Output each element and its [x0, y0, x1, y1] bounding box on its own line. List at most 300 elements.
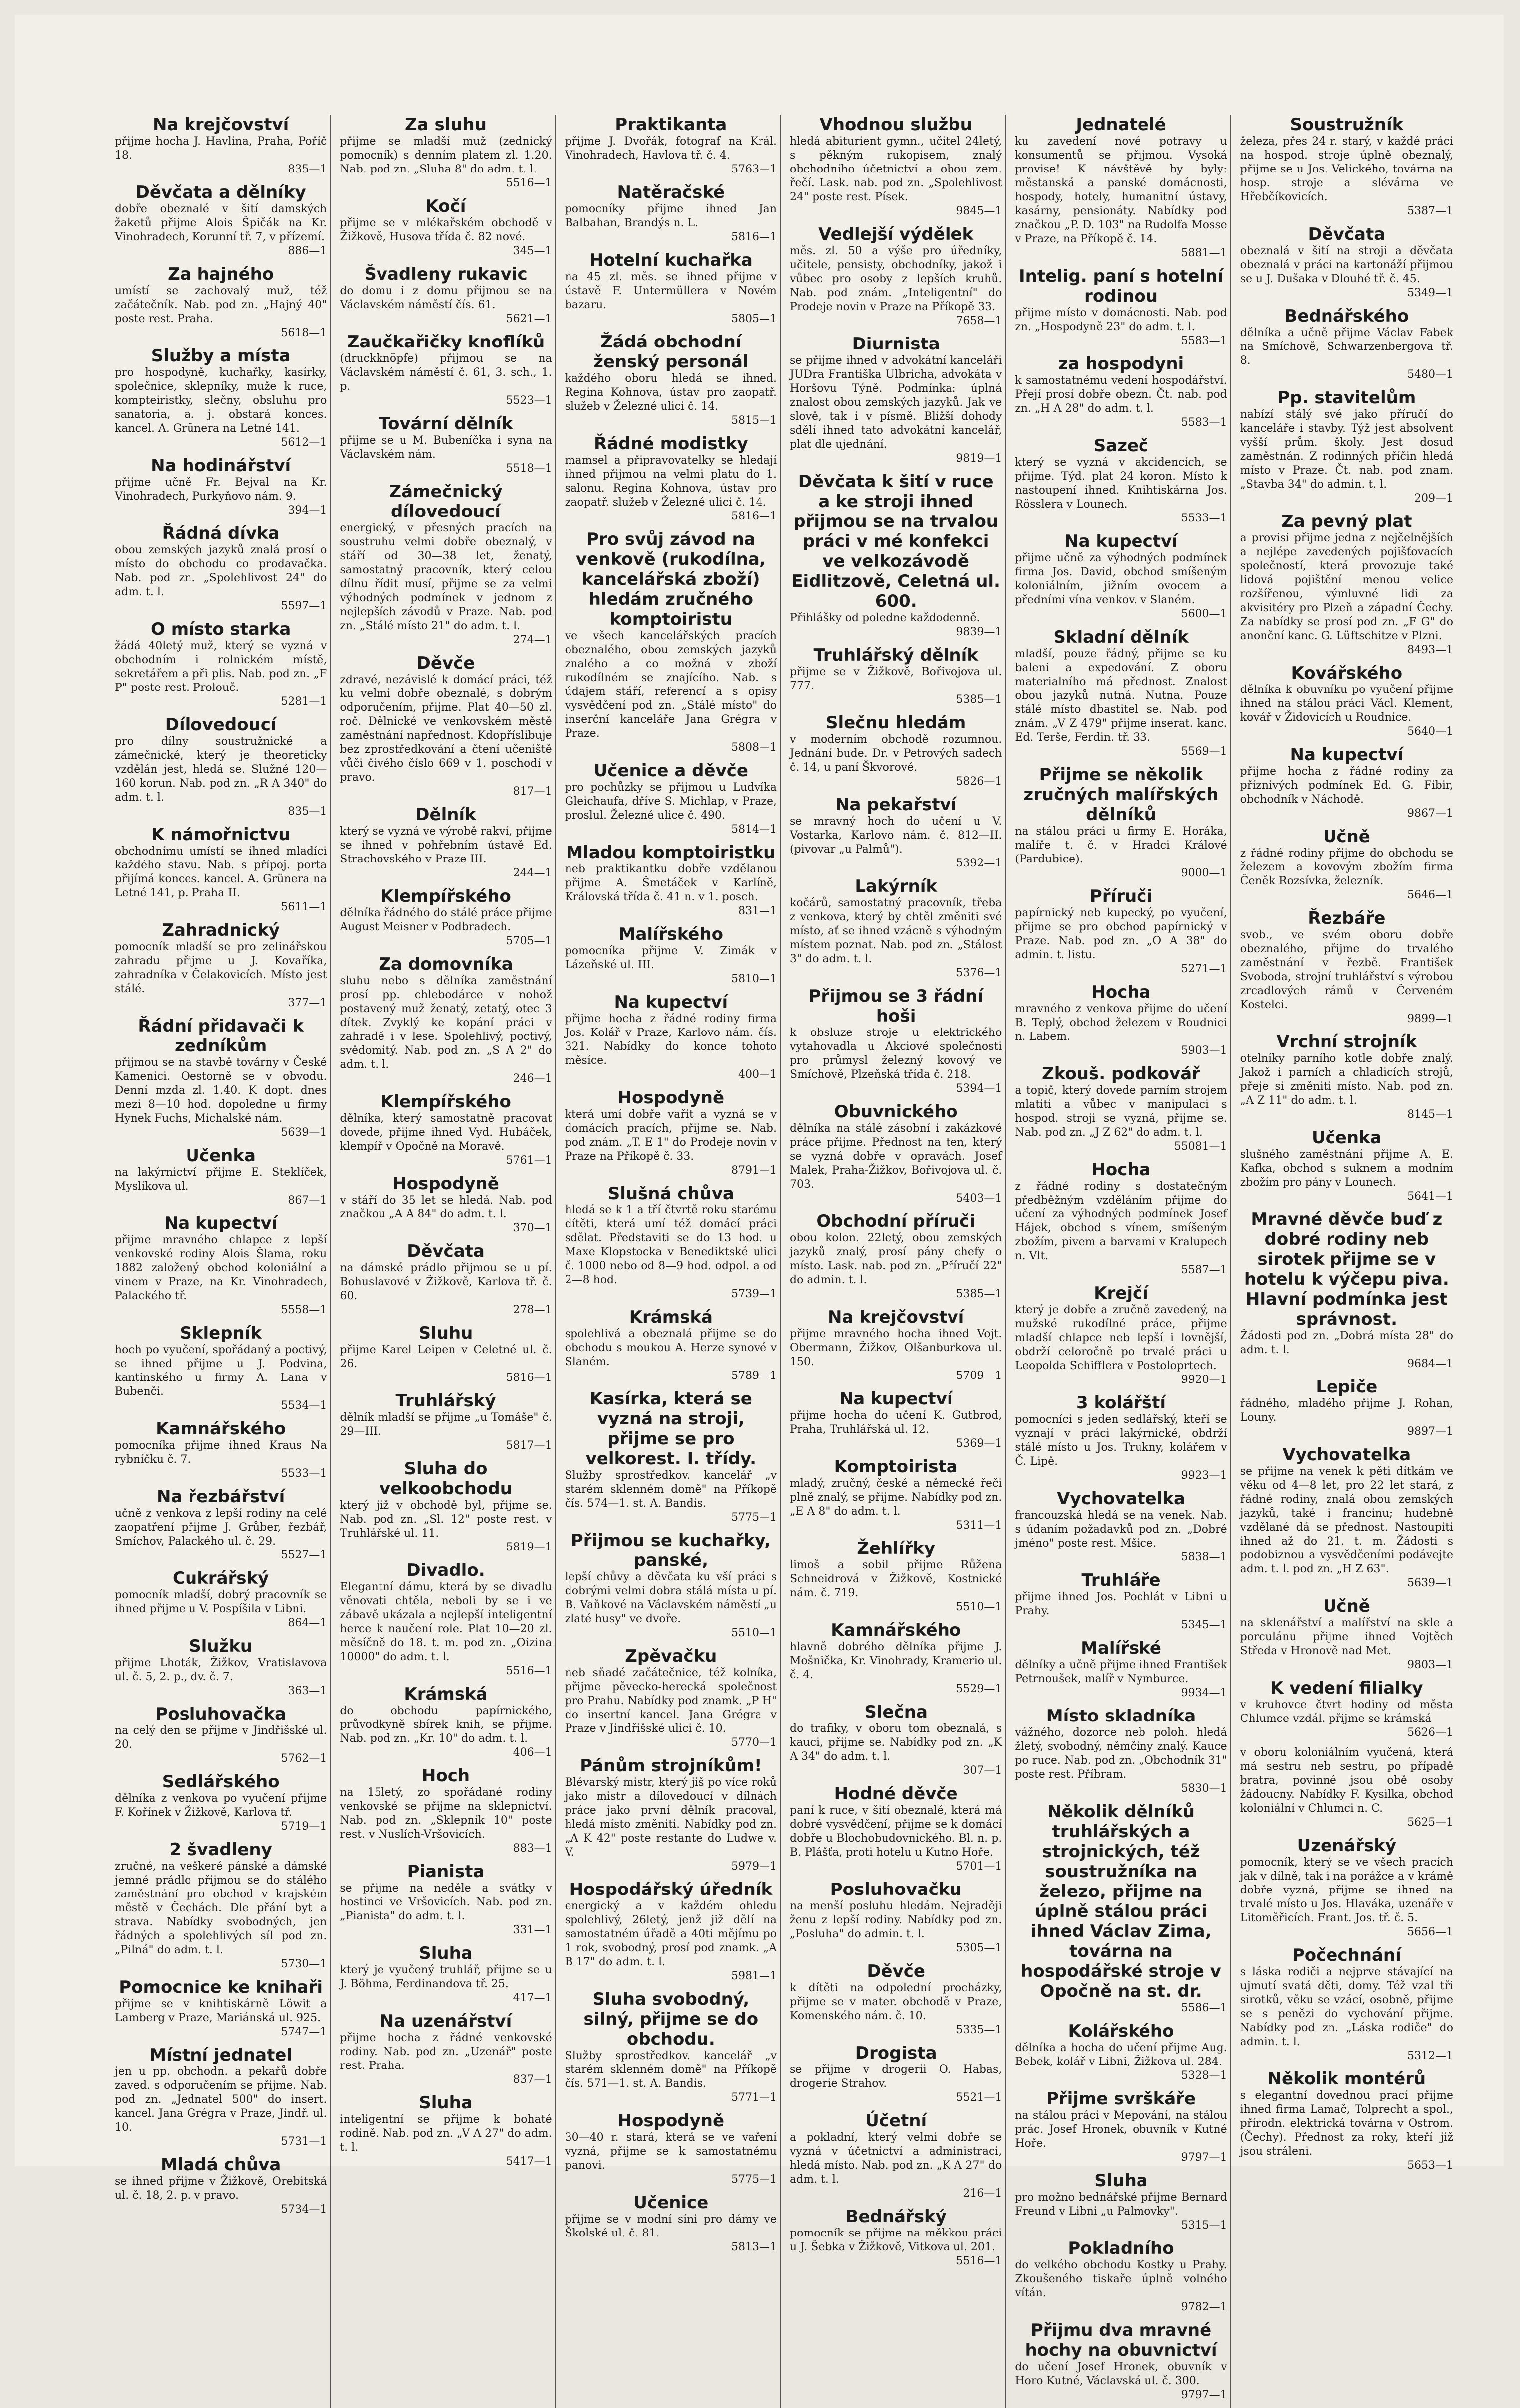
ad-text: který již v obchodě byl, přijme se. Nab. pod zn. „Sl. 12" poste rest. v Truhlářské ul. 11.	[340, 1499, 552, 1540]
ad-heading: Intelig. paní s hotelní rodinou	[1018, 266, 1223, 306]
ad-number: 5328—1	[1181, 2069, 1227, 2082]
classified-ad	[115, 1016, 327, 1140]
classified-ad	[1015, 627, 1227, 759]
ad-text: do domu i z domu přijmou se na Václavském náměstí čís. 61.	[340, 285, 552, 311]
ad-number: 5641—1	[1407, 1190, 1453, 1203]
ad-heading: Kolářského	[1068, 2021, 1174, 2041]
ad-heading: Drogista	[855, 2043, 937, 2063]
ad-heading: Skladní dělník	[1053, 627, 1189, 647]
ad-body	[790, 733, 1002, 789]
ad-body	[790, 1231, 1002, 1301]
ad-number: 370—1	[513, 1222, 552, 1234]
classified-ad	[565, 1184, 777, 1301]
ad-number: 5403—1	[956, 1192, 1002, 1204]
ad-text: spolehlivá a obeznalá přijme se do obchodu s moukou A. Herze synové v Slaném.	[565, 1328, 777, 1368]
ad-text: který se vyzná v akcidencích, se přijme. Týd. plat 24 koron. Místo k nastoupení ihned. Knihtiskárna Jos. Rösslera v Lounech.	[1015, 456, 1227, 511]
ad-heading: Klempířského	[380, 1092, 511, 1112]
ad-number: 5775—1	[731, 2173, 777, 2186]
ad-number: 883—1	[513, 1842, 552, 1855]
ad-heading: Slušná chůva	[607, 1184, 734, 1204]
classified-ad	[1240, 745, 1453, 821]
ad-heading: Obuvnického	[834, 1102, 958, 1122]
ad-text: přijme hocha z řádné rodiny firma Jos. Kolář v Praze, Karlovo nám. čís. 321. Nabídky do konce tohoto měsíce.	[565, 1013, 777, 1067]
ad-body	[340, 1704, 552, 1760]
ad-text: který je dobře a zručně zavedený, na mužské rukodílné práce, přijme mladší chlapce neb lepší i lovnější, obdrží celoročně po trvalé práci u Leopolda Schifflera v Postoloprtech.	[1015, 1304, 1227, 1372]
ad-heading: Vychovatelka	[1282, 1445, 1411, 1465]
classified-ad	[115, 1772, 327, 1834]
classifieds-columns	[115, 115, 1456, 2401]
classified-ad	[790, 2207, 1002, 2268]
ad-text: papírnický neb kupecký, po vyučení, přijme se pro obchod papírnický v Praze. Nab. pod zn. „O A 38" do admin. t. listu.	[1015, 907, 1227, 961]
classified-ad	[790, 1961, 1002, 2037]
classified-ad	[1015, 266, 1227, 348]
ad-body	[115, 543, 327, 613]
classified-ad	[565, 1989, 777, 2105]
classified-ad	[565, 115, 777, 176]
ad-text: v oboru koloniálním vyučená, která má sestru neb sestru, po případě bratra, povinné jsou obě osoby žádoucny. Nabídky F. Kysilka, obchod koloniální v Chlumci n. C.	[1240, 1746, 1453, 1815]
classified-ad	[565, 182, 777, 244]
ad-number: 5369—1	[956, 1437, 1002, 1450]
ad-number: 216—1	[963, 2187, 1002, 2200]
ad-number: 5731—1	[281, 2135, 327, 2148]
ad-text: zručné, na veškeré pánské a dámské jemné prádlo přijmou se do stálého zaměstnání pro obchod v krajském městě v Čechách. Dle přání byt a strava. Nabídky svobodných, jen řádných a spolehlivých síl pod zn. „Pilná" do adm. t. l.	[115, 1860, 327, 1956]
ad-heading: Sluha	[419, 1943, 473, 1963]
classified-ad	[565, 843, 777, 918]
classified-ad	[1240, 1377, 1453, 1439]
ad-body	[115, 202, 327, 258]
ad-body	[790, 1558, 1002, 1614]
classified-ad	[1240, 224, 1453, 300]
ad-body	[340, 1112, 552, 1168]
ad-number: 5281—1	[281, 695, 327, 708]
classified-ad	[1240, 1945, 1453, 2063]
ad-heading: Za hajného	[168, 264, 274, 284]
ad-heading: Místo skladníka	[1046, 1706, 1196, 1726]
ad-heading: Hotelní kuchařka	[589, 250, 753, 270]
ad-body	[790, 611, 1002, 639]
ad-body	[340, 2031, 552, 2087]
ad-heading: Klempířského	[380, 886, 511, 906]
ad-heading: Mravné děvče buď z dobré rodiny neb sirotek přijme se v hotelu k výčepu piva. Hlavní podmínka jest správnost.	[1244, 1209, 1449, 1329]
ad-text: na menší posluhu hledám. Nejraději ženu z lepší rodiny. Nabídky pod zn. „Posluha" do admin. t. l.	[790, 1900, 1002, 1940]
ad-body	[1015, 1180, 1227, 1277]
ad-heading: Řádní přidavači k zedníkům	[138, 1016, 304, 1056]
ad-number: 864—1	[288, 1617, 327, 1629]
classified-ad	[340, 2093, 552, 2169]
ad-body	[790, 135, 1002, 218]
classified-ad	[790, 1620, 1002, 1696]
ad-number: 5625—1	[1407, 1816, 1453, 1829]
ad-text: do trafiky, v oboru tom obeznalá, s kauci, přijme se. Nabídky pod zn. „K A 34" do adm. t. l.	[790, 1722, 1002, 1763]
ad-text: paní k ruce, v šití obeznalé, která má dobré vysvědčení, přijme se k domácí dobře u Blochobudovnického. Bl. n. p. B. Plášťa, proti hotelu u Kutno Hoře.	[790, 1804, 1002, 1859]
classified-ad	[565, 1088, 777, 1178]
ad-text: 30—40 r. stará, která se ve vaření vyzná, přijme se k samostatnému panovi.	[565, 2131, 777, 2172]
ad-body	[115, 2175, 327, 2217]
ad-text: mamsel a připravovatelky se hledají ihned přijmou na velmi platu do 1. salonu. Regina Kohnova, ústav pro zaopatř. služeb v Železné ulici č. 14.	[565, 454, 777, 509]
classified-ad	[340, 1092, 552, 1168]
ad-heading: 2 švadleny	[169, 1840, 272, 1860]
ad-heading: Několik dělníků truhlářských a strojnických, též soustružníka na železo, přijme na úplně stálou práci ihned Václav Zima, továrna na hospodářské stroje v Opočně na st. dr.	[1021, 1802, 1221, 2001]
ad-text: se přijme ihned v advokátní kanceláři JUDra Františka Ulbricha, advokáta v Horšovu Týně. Podmínka: úplná znalost obou zemských jazyků. Jak ve slově, tak i v písmě. Bližší dohody sdělí ihned tato advokátní kancelář, plat dle ujednání.	[790, 354, 1002, 451]
classified-ad	[1015, 2171, 1227, 2233]
ad-heading: Hospodářský úředník	[569, 1880, 773, 1899]
ad-text: do učení Josef Hronek, obuvník v Horo Kutné, Václavská ul. č. 300.	[1015, 2361, 1227, 2387]
ad-body	[115, 1343, 327, 1413]
ad-body	[1015, 1658, 1227, 1700]
ad-body	[790, 815, 1002, 870]
ad-number: 5312—1	[1407, 2050, 1453, 2062]
ad-body	[790, 1327, 1002, 1383]
ad-body	[790, 1981, 1002, 2037]
ad-number: 5533—1	[1181, 512, 1227, 524]
ad-number: 5770—1	[731, 1736, 777, 1749]
ad-text: do obchodu papírnického, průvodkyně sbírek knih, se přijme. Nab. pod zn. „Kr. 10" do adm. t. l.	[340, 1705, 552, 1745]
classified-ad	[790, 472, 1002, 639]
ad-heading: Sluha	[1094, 2171, 1148, 2191]
classified-ad	[790, 1211, 1002, 1301]
ad-heading: K námořnictvu	[151, 825, 291, 845]
ad-number: 278—1	[513, 1304, 552, 1316]
ad-number: 377—1	[288, 997, 327, 1009]
ad-number: 5830—1	[1181, 1782, 1227, 1795]
classified-ad	[1015, 1802, 1227, 2015]
ad-body	[340, 906, 552, 948]
ad-heading: Přijmou se kuchařky, panské,	[570, 1531, 771, 1570]
ad-text: limoš a sobil přijme Růžena Schneidrová v Žižkově, Kostnické nám. č. 719.	[790, 1559, 1002, 1599]
ad-heading: Tovární dělník	[379, 414, 513, 434]
classified-ad	[790, 115, 1002, 218]
ad-number: 5529—1	[956, 1683, 1002, 1695]
classified-ad	[565, 2111, 777, 2187]
ad-text: mravného z venkova přijme do učení B. Teplý, obchod železem v Roudnici n. Labem.	[1015, 1003, 1227, 1043]
column-6	[1240, 115, 1456, 2408]
ad-number: 5271—1	[1181, 963, 1227, 975]
ad-number: 835—1	[288, 163, 327, 175]
ad-text: se přijme na neděle a svátky v hostinci ve Vršovicích. Nab. pod zn. „Pianista" do adm. t. l.	[340, 1882, 552, 1922]
ad-heading: Učenka	[186, 1146, 256, 1166]
classified-ad	[115, 1213, 327, 1317]
classified-ad	[340, 482, 552, 647]
ad-text: (druckknöpfe) přijmou se na Václavském náměstí č. 61, 3. sch., 1. p.	[340, 352, 552, 393]
ad-number: 5701—1	[956, 1860, 1002, 1873]
classified-ad	[340, 1862, 552, 1937]
classified-ad	[565, 1880, 777, 1983]
classified-ad	[1015, 1570, 1227, 1632]
ad-body	[115, 476, 327, 517]
classified-ad	[1240, 2069, 1453, 2173]
classified-ad	[340, 264, 552, 326]
ad-text: dělníka a hocha do učení přijme Aug. Bebek, kolář v Libni, Žižkova ul. 284.	[1015, 2042, 1227, 2068]
ad-number: 5903—1	[1181, 1044, 1227, 1057]
ad-body	[790, 1722, 1002, 1778]
classified-ad	[790, 986, 1002, 1096]
ad-body	[1240, 1698, 1453, 1740]
classified-ad	[565, 761, 777, 837]
column-5	[1015, 115, 1231, 2408]
ad-body	[1240, 1329, 1453, 1371]
ad-heading: Učenice a děvče	[593, 761, 748, 781]
ad-number: 5762—1	[281, 1752, 327, 1765]
ad-body	[790, 1804, 1002, 1874]
ad-body	[340, 434, 552, 476]
ad-heading: Na kupectví	[164, 1213, 278, 1233]
ad-number: 5600—1	[1181, 608, 1227, 620]
ad-body	[790, 2063, 1002, 2105]
classified-ad	[1240, 306, 1453, 382]
classified-ad	[1015, 531, 1227, 621]
ad-text: k obsluze stroje u elektrického vytahovadla u Akciové společnosti pro průmysl železný kovový ve Smíchově, Plzeňská třída č. 218.	[790, 1027, 1002, 1081]
ad-text: jen u pp. obchodn. a pekařů dobře zaved. s odporučením se přijme. Nab. pod zn. „Jednatel 500" do insert. kancel. Jana Grégra v Praze, Jindř. ul. 10.	[115, 2065, 327, 2134]
ad-body	[1240, 135, 1453, 218]
ad-number: 837—1	[513, 2073, 552, 2086]
ad-body	[1240, 1465, 1453, 1590]
ad-number: 8145—1	[1407, 1108, 1453, 1121]
classified-ad	[1015, 1706, 1227, 1796]
ad-heading: Přijmou se 3 řádní hoši	[808, 986, 983, 1026]
classified-ad	[115, 715, 327, 819]
ad-number: 5516—1	[506, 1665, 552, 1677]
classified-ad	[565, 250, 777, 326]
ad-heading: Kočí	[425, 196, 466, 216]
classified-ad	[340, 414, 552, 476]
ad-number: 5646—1	[1407, 889, 1453, 901]
column-4	[790, 115, 1006, 2408]
ad-text: slušného zaměstnání přijme A. E. Kafka, obchod s suknem a modním zbožím pro pány v Lounech.	[1240, 1148, 1453, 1189]
ad-text: a topič, který dovede parním strojem mlatiti a vůbec v manipulaci s hospod. stroji se vyzná, přijme se. Nab. pod zn. „J Z 62" do adm. t. l.	[1015, 1084, 1227, 1139]
ad-body	[1240, 531, 1453, 657]
ad-number: 9839—1	[956, 626, 1002, 638]
classified-ad	[1015, 982, 1227, 1058]
ad-text: dělníka na stálé zásobní i zakázkové práce přijme. Přednost na ten, který se vyzná dobře v opravách. Josef Malek, Praha-Žižkov, Bořivojova ul. č. 703.	[790, 1122, 1002, 1191]
ad-body	[1015, 1002, 1227, 1058]
ad-text: s elegantní dovednou prací přijme ihned firma Lamač, Tolprecht a spol., přírodn. elektrická továrna v Ostrom. (Čechy). Přednost za roky, kteří již jsou stráleni.	[1240, 2089, 1453, 2158]
ad-text: obou zemských jazyků znalá prosí o místo do obchodu co prodavačka. Nab. pod zn. „Spolehlivost 24" do adm. t. l.	[115, 544, 327, 598]
ad-text: se ihned přijme v Žižkově, Orebitská ul. č. 18, 2. p. v pravo.	[115, 2175, 327, 2202]
classified-ad	[340, 805, 552, 880]
ad-number: 9782—1	[1181, 2301, 1227, 2313]
ad-number: 5392—1	[956, 857, 1002, 869]
ad-number: 5826—1	[956, 775, 1002, 788]
ad-text: a pokladní, který velmi dobře se vyzná v účetnictví a administraci, hledá místo. Nab. pod zn. „K A 27" do adm. t. l.	[790, 2131, 1002, 2186]
ad-number: 5587—1	[1181, 1264, 1227, 1276]
ad-heading: Vychovatelka	[1057, 1489, 1185, 1509]
ad-body	[1015, 1590, 1227, 1632]
ad-heading: Kasírka, která se vyzná na stroji, přijme se pro velkorest. I. třídy.	[585, 1389, 757, 1469]
ad-body	[1240, 1397, 1453, 1439]
classified-ad	[340, 1323, 552, 1385]
ad-heading: Slečna	[864, 1702, 928, 1722]
classified-ad	[340, 1684, 552, 1760]
ad-number: 5311—1	[956, 1519, 1002, 1532]
ad-heading: Zkouš. podkovář	[1042, 1064, 1200, 1084]
ad-number: 5586—1	[1181, 2002, 1227, 2014]
ad-text: se mravný hoch do učení u V. Vostarka, Karlovo nám. č. 812—II. (pivovar „u Palmů").	[790, 815, 1002, 856]
classified-ad	[565, 924, 777, 986]
ad-number: 5510—1	[731, 1627, 777, 1639]
ad-text: kočárů, samostatný pracovník, třeba z venkova, který by chtěl změniti své místo, ať se ihned vzácně s výhodným místem poznat. Nab. pod zn. „Stálost 3" do adm. t. l.	[790, 897, 1002, 965]
classified-ad	[1240, 663, 1453, 739]
classified-ad	[115, 1419, 327, 1481]
ad-number: 9934—1	[1181, 1687, 1227, 1699]
ad-text: svob., ve svém oboru dobře obeznalého, přijme do trvalého zaměstnání v řezbě. František Svoboda, strojní truhlářství s výrobou zrcadlových rámů v Červeném Kostelci.	[1240, 929, 1453, 1011]
ad-heading: Řezbáře	[1308, 908, 1386, 928]
ad-body	[1015, 306, 1227, 348]
ad-body	[565, 862, 777, 918]
ad-text: vážného, dozorce neb poloh. hledá žletý, svobodný, němčiny znalý. Kauce po ruce. Nab. pod zn. „Obchodník 31" poste rest. Příbram.	[1015, 1726, 1227, 1781]
ad-heading: Několik montérů	[1267, 2069, 1426, 2089]
ad-body	[115, 284, 327, 340]
ad-number: 5305—1	[956, 1942, 1002, 1954]
ad-heading: Komptoirista	[834, 1457, 958, 1477]
ad-body	[565, 1108, 777, 1178]
ad-heading: Učně	[1323, 1596, 1370, 1616]
ad-number: 8493—1	[1407, 644, 1453, 656]
ad-number: 5775—1	[731, 1511, 777, 1524]
ad-body	[340, 1882, 552, 1937]
ad-number: 9803—1	[1407, 1659, 1453, 1671]
ad-number: 5597—1	[281, 600, 327, 612]
ad-number: 5734—1	[281, 2203, 327, 2216]
ad-body	[790, 896, 1002, 980]
ad-heading: Švadleny rukavic	[364, 264, 528, 284]
ad-text: z řádné rodiny s dostatečným předběžným vzděláním přijme do učení za výhodných podmínek Josef Hájek, obchod s vínem, smíšeným zbožím, pivem a barvami v Kralupech n. Vlt.	[1015, 1180, 1227, 1262]
ad-heading: Na kupectví	[614, 992, 728, 1012]
ad-number: 5747—1	[281, 2026, 327, 2038]
ad-body	[1015, 2258, 1227, 2314]
ad-number: 8791—1	[731, 1164, 777, 1177]
classified-ad	[565, 1646, 777, 1750]
ad-number: 5385—1	[956, 693, 1002, 706]
ad-number: 394—1	[288, 504, 327, 516]
classified-ad	[790, 876, 1002, 980]
ad-text: neb praktikantku dobře vzdělanou přijme A. Šmetáček v Karlíně, Královská třída č. 41 n. v 1. posch.	[565, 863, 777, 903]
ad-number: 9920—1	[1181, 1374, 1227, 1386]
classified-ad	[1240, 115, 1453, 218]
classified-ad	[1015, 354, 1227, 430]
ad-body	[115, 1656, 327, 1698]
ad-heading: Pianista	[407, 1862, 485, 1882]
ad-number: 5761—1	[506, 1154, 552, 1167]
ad-heading: Bednářského	[1284, 306, 1409, 326]
ad-body	[565, 1469, 777, 1525]
classified-ad	[340, 1560, 552, 1678]
ad-text: francouzská hledá se na venek. Nab. s údaním požadavků pod zn. „Dobré jméno" poste rest. Mšice.	[1015, 1509, 1227, 1549]
ad-text: dělníka řádného do stálé práce přijme August Meisner v Podbradech.	[340, 907, 552, 933]
ad-text: hledá abiturient gymn., učitel 24letý, s pěkným rukopisem, znalý obchodního účetnictví a obou zem. řečí. Lask. nab. pod zn. „Spolehlivost 24" poste rest. Písek.	[790, 135, 1002, 203]
ad-number: 5653—1	[1407, 2159, 1453, 2172]
ad-text: na celý den se přijme v Jindřišské ul. 20.	[115, 1724, 327, 1751]
classified-ad	[790, 1539, 1002, 1614]
ad-heading: Natěračské	[617, 182, 725, 202]
ad-heading: Hodné děvče	[834, 1784, 958, 1804]
ad-text: pomocníci s jeden sedlářský, kteří se vyznají v práci lakýrnické, obdrží stálé místo u Jos. Trukny, kolářem v Č. Lipě.	[1015, 1413, 1227, 1468]
ad-text: dělníky a učně přijme ihned František Petrnoušek, malíř v Nymburce.	[1015, 1659, 1227, 1685]
ad-body	[1015, 2041, 1227, 2083]
ad-body	[340, 1194, 552, 1235]
classified-ad	[115, 825, 327, 914]
ad-heading: Sluhu	[418, 1323, 473, 1343]
ad-text: přijme se v mlékařském obchodě v Žižkově, Husova třída č. 82 nové.	[340, 217, 552, 243]
ad-heading: Na kupectví	[1064, 531, 1178, 551]
classified-ad	[1015, 1064, 1227, 1154]
ad-number: 5816—1	[731, 231, 777, 243]
ad-heading: za hospodyni	[1058, 354, 1184, 374]
ad-text: energický a v každém ohledu spolehlivý, 26letý, jenž již dělí na samostatném úřadě a 40ti mějímu po 1 rok, svobodný, prosí pod znamk. „A B 17" do adm. t. l.	[565, 1900, 777, 1968]
classified-ad	[790, 1307, 1002, 1383]
ad-number: 867—1	[288, 1194, 327, 1206]
ad-body	[115, 639, 327, 709]
ad-body	[1015, 374, 1227, 430]
ad-number: 5569—1	[1181, 745, 1227, 758]
ad-number: 5611—1	[281, 901, 327, 913]
classified-ad	[340, 332, 552, 408]
ad-body	[1240, 683, 1453, 739]
ad-heading: Posluhovačku	[830, 1880, 962, 1899]
ad-text: inteligentní se přijme k bohaté rodině. Nab. pod zn. „V A 27" do adm. t. l.	[340, 2113, 552, 2154]
classified-ad	[1015, 2021, 1227, 2083]
ad-heading: Děvčata a dělníky	[135, 182, 306, 202]
ad-text: přijme se v knihtiskárně Löwit a Lamberg v Praze, Mariánská ul. 925.	[115, 1998, 327, 2024]
ad-body	[1240, 1616, 1453, 1672]
ad-text: přijme Karel Leipen v Celetné ul. č. 26.	[340, 1344, 552, 1370]
ad-body	[1015, 1303, 1227, 1387]
ad-number: 5763—1	[731, 163, 777, 175]
ad-text: se přijme v drogerii O. Habas, drogerie Strahov.	[790, 2064, 1002, 2090]
ad-body	[565, 1570, 777, 1640]
ad-text: pro pochůzky se přijmou u Ludvíka Gleichaufa, dříve S. Michlap, v Praze, proslul. Železné ulice č. 490.	[565, 781, 777, 822]
classified-ad	[1015, 1393, 1227, 1483]
ad-body	[340, 2113, 552, 2169]
ad-number: 5521—1	[956, 2091, 1002, 2104]
ad-number: 417—1	[513, 1992, 552, 2004]
ad-number: 5979—1	[731, 1860, 777, 1873]
ad-text: železa, přes 24 r. starý, v každé práci na hospod. stroje úplně obeznalý, přijme se u Jos. Velického, továrna na hosp. stroje a slévárna ve Hřebčíkovicích.	[1240, 135, 1453, 203]
ad-number: 5739—1	[731, 1288, 777, 1300]
ad-number: 9867—1	[1407, 807, 1453, 820]
ad-heading: Posluhovačka	[155, 1704, 287, 1724]
ad-heading: Za sluhu	[405, 115, 487, 135]
ad-number: 5480—1	[1407, 368, 1453, 381]
ad-text: v moderním obchodě rozumnou. Jednání bude. Dr. v Petrových sadech č. 14, u paní Škvorové.	[790, 733, 1002, 774]
ad-number: 831—1	[738, 905, 777, 917]
ad-text: hlavně dobrého dělníka přijme J. Mošnička, Kr. Vinohrady, Kramerio ul. č. 4.	[790, 1641, 1002, 1681]
ad-body	[115, 1792, 327, 1834]
ad-number: 5534—1	[281, 1399, 327, 1412]
ad-heading: Kamnářského	[156, 1419, 286, 1439]
ad-body	[340, 1499, 552, 1554]
ad-text: s láska rodiči a nejprve stávající na ujmutí svatá děti, domy. Též vzal tři sirotků, věku se vzácí, osobně, přijme se s penězi do vychování přijme. Nabídky pod zn. „Láska rodiče" do admin. t. l.	[1240, 1966, 1453, 2048]
ad-heading: Místní jednatel	[149, 2045, 293, 2065]
ad-heading: Diurnista	[852, 334, 940, 354]
ad-heading: Na pekařství	[835, 795, 957, 815]
ad-text: který se vyzná ve výrobě rakví, přijme se ihned v pohřebním ústavě Ed. Strachovského v Praze III.	[340, 825, 552, 865]
ad-number: 5730—1	[281, 1958, 327, 1970]
ad-number: 9797—1	[1181, 2389, 1227, 2401]
classified-ad	[340, 886, 552, 948]
ad-number: 5815—1	[731, 414, 777, 427]
ad-body	[1015, 135, 1227, 260]
classified-ad	[115, 1487, 327, 1562]
ad-number: 5394—1	[956, 1082, 1002, 1095]
ad-number: 5523—1	[506, 394, 552, 407]
classified-ad	[1240, 1209, 1453, 1371]
ad-number: 5516—1	[956, 2255, 1002, 2267]
ad-text: mladší, pouze řádný, přijme se ku baleni a expedování. Z oboru materialního má přednost. Znalost obou jazyků nutná. Nutna. Pouze stálé místo dbastitel se. Nab. pod znám. „V Z 479" přijme inserat. kanc. Ed. Terše, Ferdin. tř. 33.	[1015, 648, 1227, 744]
ad-number: 5789—1	[731, 1370, 777, 1382]
classified-ad	[1015, 765, 1227, 880]
ad-body	[565, 135, 777, 176]
ad-heading: Žádá obchodní ženský personál	[593, 332, 749, 372]
